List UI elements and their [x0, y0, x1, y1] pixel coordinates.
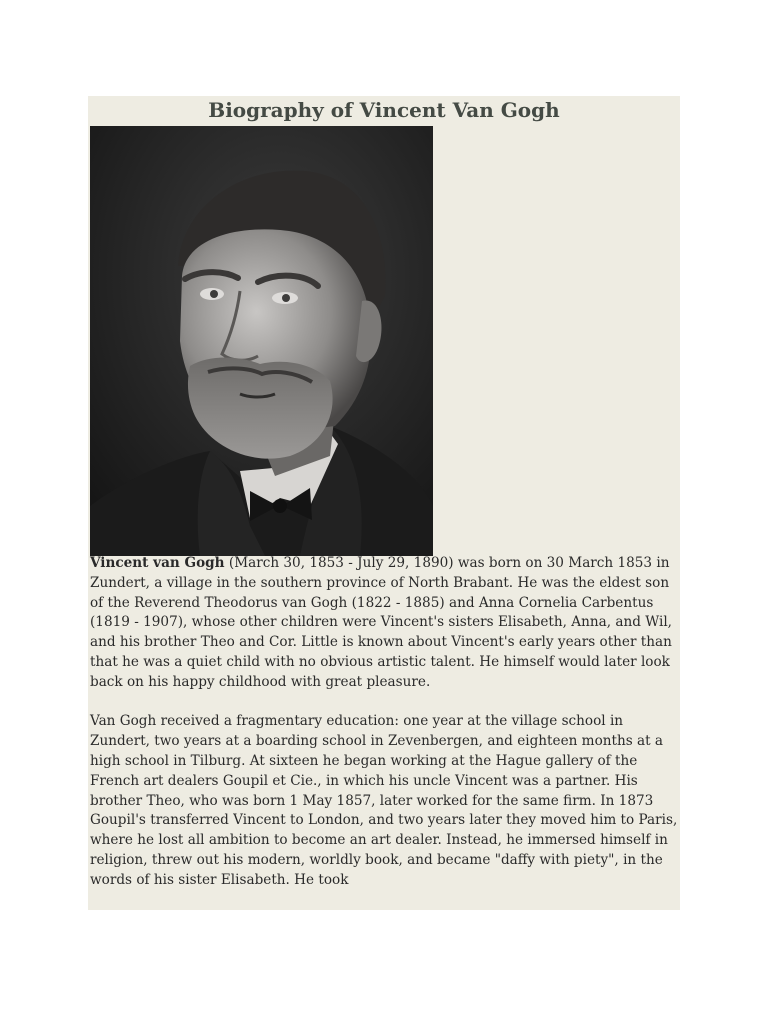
page-title: Biography of Vincent Van Gogh	[208, 98, 560, 122]
portrait-photo	[90, 126, 433, 556]
document-page	[88, 96, 680, 910]
paragraph-education: Van Gogh received a fragmentary education: one year at the village school in Zundert, two years at a boarding school in Zevenbergen, and eighteen months at a high school in Tilburg. At sixteen he began working at the Hague gallery of the French art dealers Goupil et Cie., in which his uncle Vincent was a partner. His brother Theo, who was born 1 May 1857, later worked for the same firm. In 1873 Goupil's transferred Vincent to London, and two years later they moved him to Paris, where he lost all ambition to become an art dealer. Instead, he immersed himself in religion, threw out his modern, worldly book, and became "daffy with piety", in the words of his sister Elisabeth. He took	[90, 713, 678, 888]
biography-text	[90, 554, 678, 910]
subject-name: Vincent van Gogh	[90, 555, 225, 571]
paragraph-early-life	[90, 554, 678, 693]
paragraph-early-life-text: (March 30, 1853 - July 29, 1890) was born on 30 March 1853 in Zundert, a village in the southern province of North Brabant. He was the eldest son of the Reverend Theodorus van Gogh (1822 - 1885) and Anna Cornelia Carbentus (1819 - 1907), whose other children were Vincent's sisters Elisabeth, Anna, and Wil, and his brother Theo and Cor. Little is known about Vincent's early years other than that he was a quiet child with no obvious artistic talent. He himself would later look back on his happy childhood with great pleasure.	[90, 555, 672, 690]
